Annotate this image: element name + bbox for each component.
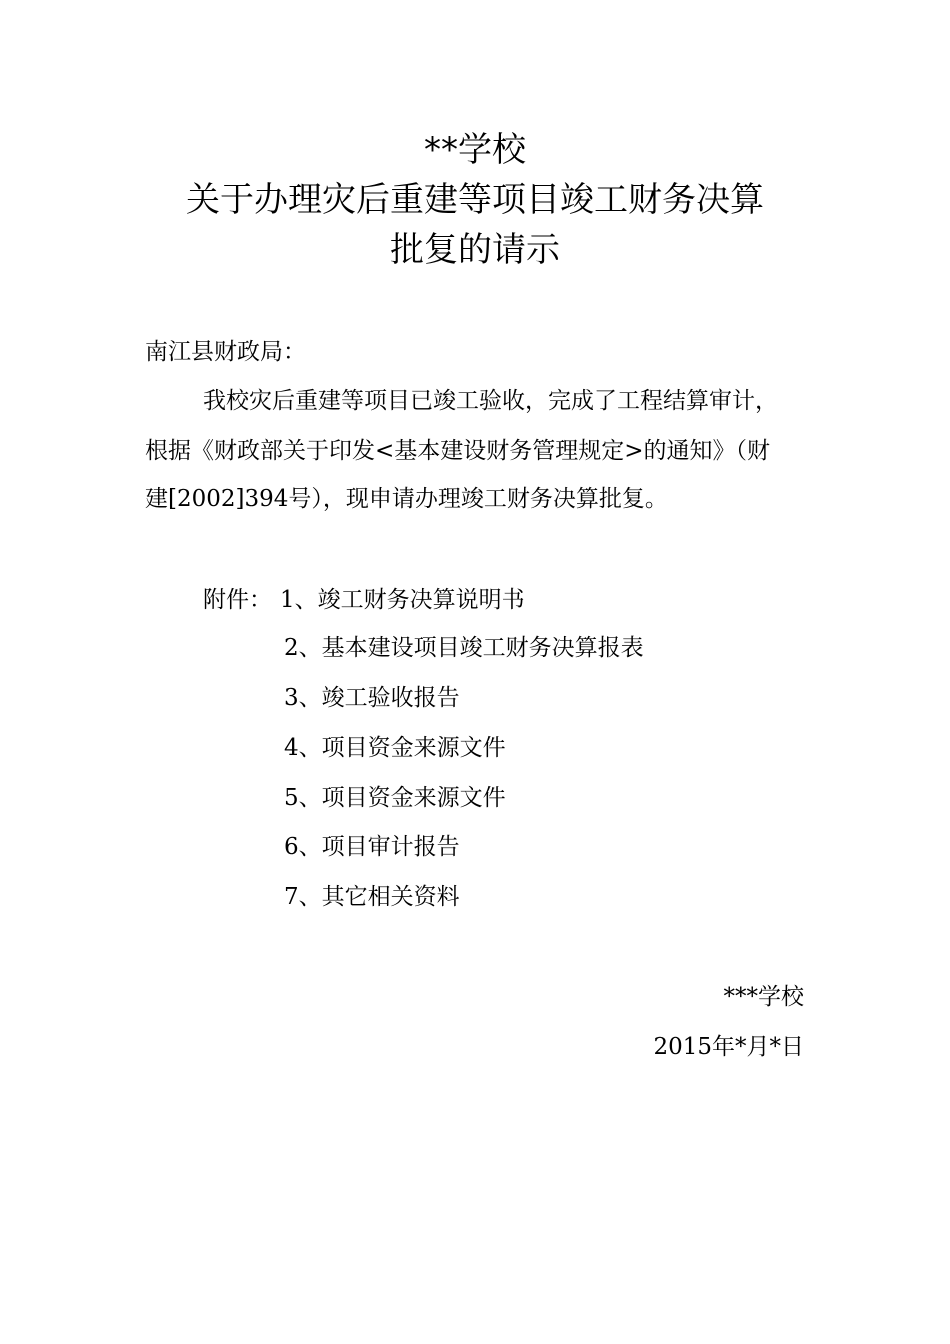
attachment-item-1: 1、竣工财务决算说明书 (280, 587, 525, 613)
signer-name: ***学校 (723, 984, 804, 1010)
signature-date: 2015年*月*日 (653, 1034, 804, 1060)
document-title-line-1: **学校 (424, 130, 526, 170)
document-title-line-3: 批复的请示 (390, 230, 560, 270)
attachment-item-7: 7、其它相关资料 (284, 884, 460, 910)
attachment-item-5: 5、项目资金来源文件 (284, 785, 506, 811)
salutation: 南江县财政局： (145, 339, 306, 365)
attachments-label: 附件： (203, 587, 272, 613)
attachment-item-2: 2、基本建设项目竣工财务决算报表 (284, 635, 644, 661)
attachment-item-4: 4、项目资金来源文件 (284, 735, 506, 761)
body-line-1: 我校灾后重建等项目已竣工验收，完成了工程结算审计， (203, 388, 778, 414)
attachment-item-3: 3、竣工验收报告 (284, 685, 460, 711)
attachment-item-6: 6、项目审计报告 (284, 834, 460, 860)
body-line-3: 建[2002]394号），现申请办理竣工财务决算批复。 (145, 486, 668, 512)
body-line-2: 根据《财政部关于印发<基本建设财务管理规定>的通知》（财 (145, 438, 771, 464)
document-title-line-2: 关于办理灾后重建等项目竣工财务决算 (186, 180, 764, 220)
